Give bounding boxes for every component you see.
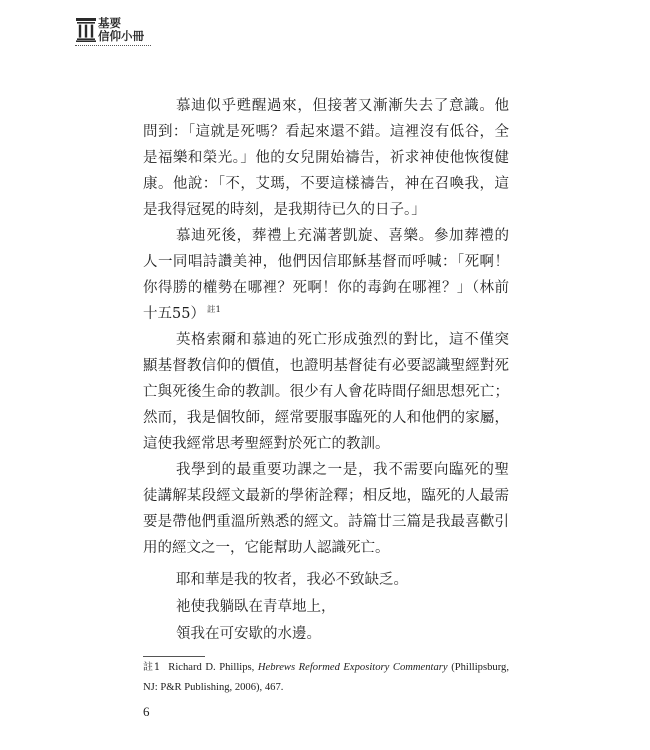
footnote-book-title: Hebrews Reformed Expository Commentary [257, 662, 448, 673]
footnote-line [143, 661, 509, 675]
psalm-line: 領我在可安歇的水邊。 [176, 626, 321, 642]
footnote-publisher-start: (Phillipsburg, [451, 662, 509, 673]
footnote-marker: 註1 [143, 662, 161, 673]
body-line: 慕迪似乎甦醒過來，但接著又漸漸失去了意識。他 [176, 98, 509, 114]
body-line: 要是帶他們重溫所熟悉的經文。詩篇廿三篇是我最喜歡引 [143, 514, 509, 530]
footnote-author: Richard D. Phillips, [168, 662, 255, 673]
body-line: 是福樂和榮光。」他的女兒開始禱告，祈求神使他恢復健 [143, 150, 509, 166]
body-line: 問到：「這就是死嗎？看起來還不錯。這裡沒有低谷，全 [143, 124, 509, 140]
body-line: 慕迪死後，葬禮上充滿著凱旋、喜樂。參加葬禮的 [176, 228, 509, 244]
scripture-reference-end: 十五55） [143, 306, 205, 322]
series-title-line1: 基要 [98, 16, 121, 30]
body-line: 用的經文之一，它能幫助人認識死亡。 [143, 540, 390, 556]
footnote-divider [143, 656, 205, 657]
body-line: 然而，我是個牧師，經常要服事臨死的人和他們的家屬， [143, 410, 509, 426]
body-line: 人一同唱詩讚美神，他們因信耶穌基督而呼喊：「死啊！ [143, 254, 509, 270]
body-line: 英格索爾和慕迪的死亡形成強烈的對比，這不僅突 [176, 332, 509, 348]
body-line: 是我得冠冕的時刻，是我期待已久的日子。」 [143, 202, 426, 218]
body-line: 我學到的最重要功課之一是，我不需要向臨死的聖 [176, 462, 509, 478]
scripture-quote: 你得勝的權勢在哪裡？死啊！你的毒鉤在哪裡？」 [143, 280, 472, 296]
body-line: 徒講解某段經文最新的學術詮釋；相反地，臨死的人最需 [143, 488, 509, 504]
psalm-line: 祂使我躺臥在青草地上， [176, 599, 336, 615]
body-line: 這使我經常思考聖經對於死亡的教訓。 [143, 436, 390, 452]
body-line: 康。他說：「不，艾瑪，不要這樣禱告，神在召喚我，這 [143, 176, 509, 192]
pillar-icon [76, 18, 96, 42]
body-line: 顯基督教信仰的價值，也證明基督徒有必要認識聖經對死 [143, 358, 509, 374]
footnote-line [143, 681, 509, 695]
body-line [143, 304, 509, 324]
footnote-reference: 註1 [206, 305, 221, 315]
page-number: 6 [143, 704, 150, 719]
series-title-line2: 信仰小冊 [98, 29, 144, 43]
body-line: 亡與死後生命的教訓。很少有人會花時間仔細思想死亡； [143, 384, 509, 400]
series-logo [75, 15, 151, 46]
footnote-publisher-end: NJ: P&R Publishing, 2006), 467. [143, 682, 284, 693]
psalm-line: 耶和華是我的牧者，我必不致缺乏。 [176, 572, 408, 588]
scripture-reference-start: （林前 [471, 280, 510, 296]
body-line [143, 278, 509, 298]
